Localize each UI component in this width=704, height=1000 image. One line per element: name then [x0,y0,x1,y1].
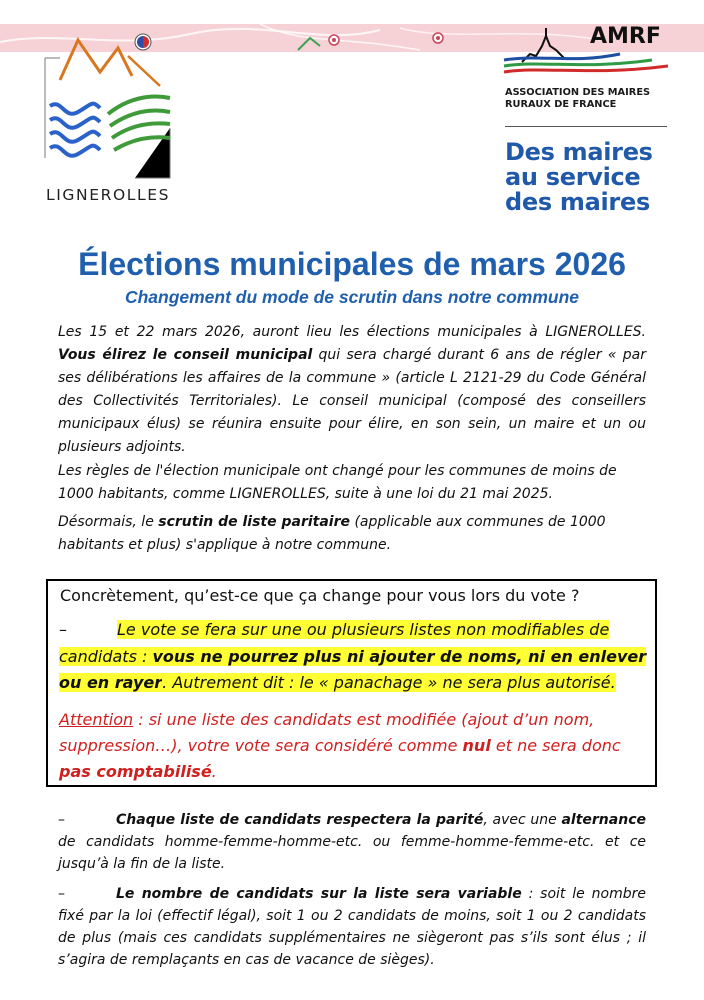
page-subtitle: Changement du mode de scrutin dans notre commune [124,287,580,307]
attention-emphasis-not-counted: pas comptabilisé [59,762,212,781]
intro-p1-text-a: Les 15 et 22 mars 2026, auront lieu les élections municipales à LIGNEROLLES. [58,324,646,340]
box-bullet-vote [59,617,649,697]
intro-paragraph-3 [58,511,646,557]
page-title: Élections municipales de mars 2026 [78,246,626,282]
amrf-slogan [505,140,653,215]
amrf-full-name [505,87,650,110]
amrf-name-line1: ASSOCIATION DES MAIRES [505,87,651,98]
highlighted-text-b: vous ne pourrez plus ni ajouter de noms, ni en enlever ou en rayer [59,646,647,692]
amrf-divider [505,126,667,127]
attention-text-a: : si une liste des candidats est modifiée (ajout d’un nom, suppression…), votre vote sera considéré comme [59,710,595,755]
change-info-box [46,579,657,787]
slogan-line2: au service [505,163,641,191]
commune-logo-text: LIGNEROLLES [46,186,171,204]
parity-emphasis: Chaque liste de candidats respectera la parité [116,812,484,828]
intro-paragraph-2: Les règles de l'élection municipale ont changé pour les communes de moins de 1000 habitants, comme LIGNEROLLES, suite à une loi du 21 mai 2025. [58,463,617,502]
box-attention-note [59,707,649,785]
attention-emphasis-nul: nul [462,736,491,755]
attention-text-c: et ne sera donc [490,736,621,755]
attention-label: Attention [59,710,134,729]
intro-paragraph-1 [58,321,646,459]
highlighted-text-a: Le vote se fera sur une ou plusieurs listes non modifiables de candidats : [59,620,610,666]
box-question: Concrètement, qu’est-ce que ça change pour vous lors du vote ? [60,586,580,605]
intro-p3-emphasis: scrutin de liste paritaire [158,514,350,530]
bullet-dash: – [58,886,65,902]
lignerolles-logo [40,28,200,208]
slogan-line3: des maires [505,188,650,216]
count-emphasis: Le nombre de candidats sur la liste sera variable [116,886,522,902]
parity-alternance: alternance [561,812,646,828]
parity-text-b: , avec une [483,812,562,828]
intro-p3-text-c: (applicable aux communes de 1000 habitants et plus) s'applique à notre commune. [58,514,606,553]
slogan-line1: Des maires [505,138,653,166]
bullet-candidate-count [58,883,646,971]
bullet-parity [58,809,646,875]
count-text-b: : soit le nombre fixé par la loi (effectif légal), soit 1 ou 2 candidats de moins, soit 1 ou 2 candidats de plus (mais ces candidats supplémentaires ne siègeront pas s’ils sont élus ; il s’agira de remplaçants en cas de vacance de sièges). [58,886,646,968]
highlighted-text-c: . Autrement dit : le « panachage » ne sera plus autorisé. [162,673,616,692]
parity-text-d: de candidats homme-femme-homme-etc. ou femme-homme-femme-etc. et ce jusqu’à la fin de la liste. [58,834,646,872]
attention-text-e: . [211,762,217,781]
intro-p1-text-c: qui sera chargé durant 6 ans de régler « par ses délibérations les affaires de la commune » (article L 2121-29 du Code Général des Collectivités Territoriales). Le conseil municipal (composé des conseillers municipaux élus) se réunira ensuite pour élire, en son sein, un maire et un ou plusieurs adjoints. [58,347,646,455]
amrf-acronym: AMRF [590,24,661,49]
amrf-name-line2: RURAUX DE FRANCE [505,98,617,110]
intro-p3-text-a: Désormais, le [58,514,159,530]
intro-p1-emphasis: Vous élirez le conseil municipal [58,347,313,363]
bullet-dash: – [58,812,65,828]
bullet-dash: – [59,620,67,639]
